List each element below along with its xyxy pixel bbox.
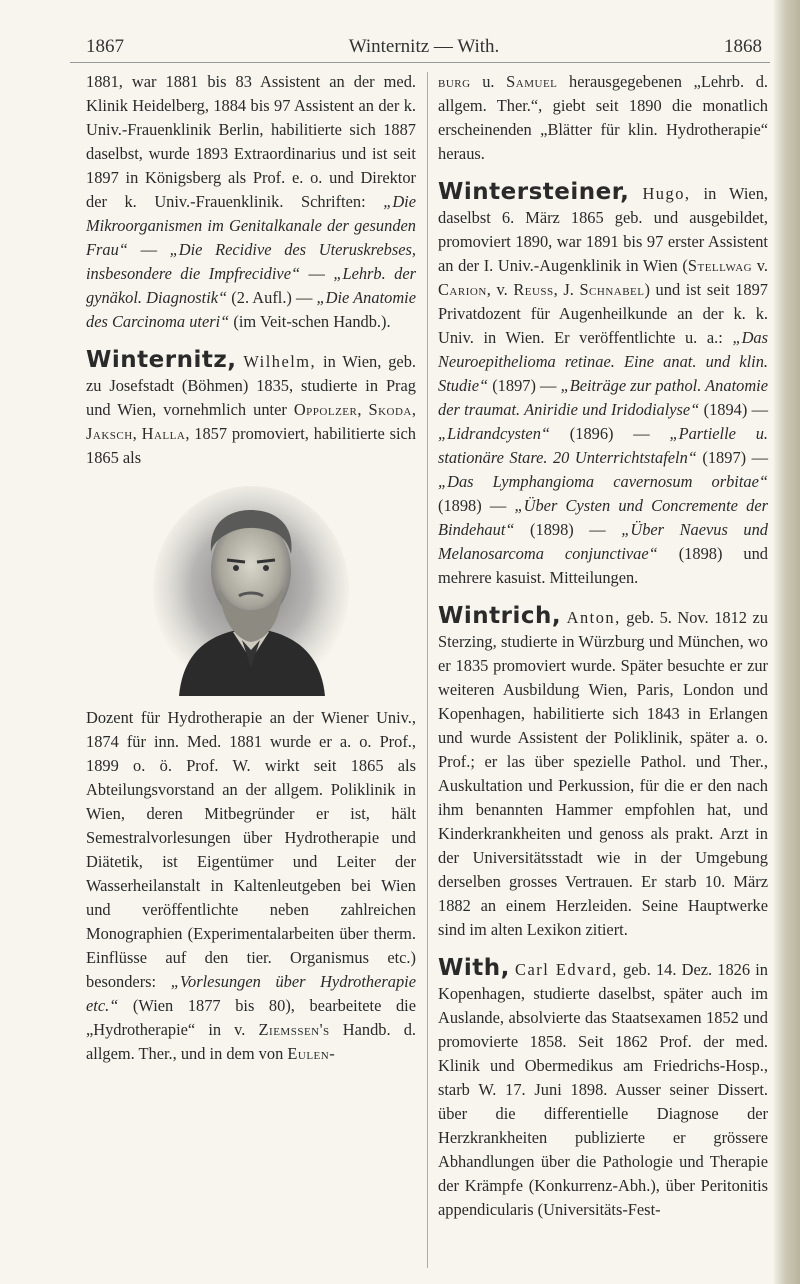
text-run: ) und ist seit 1897 Privatdozent für Augenheilkunde an der k. k. Univ. in Wien. Er veröffentlichte u. a.: xyxy=(438,280,768,347)
text-run: herausgegebenen „Lehrb. d. allgem. Ther.“, giebt seit 1890 die monatlich erscheinenden „Blätter für klin. Hydrotherapie“ heraus. xyxy=(438,72,768,163)
text-run: (1898) — xyxy=(438,496,515,515)
column-divider xyxy=(427,72,428,1268)
text-run: — xyxy=(300,264,334,283)
person-name: Eulen- xyxy=(287,1044,336,1063)
text-run: geb. 14. Dez. 1826 in Kopenhagen, studierte daselbst, später auch im Auslande, absolvierte das Staatsexamen 1852 und promovierte 1858. Seit 1862 Prof. der med. Klinik und Obermedikus am Friedrichs-Hosp., starb W. 17. Juni 1898. Ausser seiner Dissert. über die differentielle Diagnose der Herzkrankheiten publizierte er grössere Abhandlungen über die Pathologie und Therapie der Krämpfe (Konkurrenz-Abh.), über Peritonitis appendicularis (Universitäts-Fest- xyxy=(438,960,768,1219)
entry-body xyxy=(438,184,768,587)
italic-title: „Beiträge zur pathol. Anatomie der traumat. Aniridie und Iridodialyse“ xyxy=(438,376,768,419)
entry-headword: Winternitz, xyxy=(86,347,237,373)
entry-text xyxy=(86,348,416,470)
italic-title: „Die Recidive des Uteruskrebses, insbesondere die Impfrecidive“ xyxy=(86,240,416,283)
person-name: Ziemssen's xyxy=(258,1020,330,1039)
italic-title: „Die Anatomie des Carcinoma uteri“ xyxy=(86,288,416,331)
text-run: (Wien 1877 bis 80), bearbeitete die „Hydrotherapie“ in v. xyxy=(86,996,416,1039)
entry-given-name: Hugo, xyxy=(642,184,691,203)
italic-title: „Lehrb. der gynäkol. Diagnostik“ xyxy=(86,264,416,307)
text-run: (1898) und mehrere kasuist. Mitteilungen. xyxy=(438,544,768,587)
text-run: (1896) — xyxy=(550,424,670,443)
entry-wintersteiner xyxy=(438,180,768,590)
entry-text xyxy=(438,956,768,1222)
text-run: in Wien, geb. zu Josefstadt (Böhmen) 1835, studierte in Prag und Wien, vornehmlich unter xyxy=(86,352,416,419)
running-title: Winternitz — With. xyxy=(348,36,500,57)
text-run: u. xyxy=(470,72,507,91)
text-run: (1897) — xyxy=(696,448,768,467)
text-run: (im Veit-schen Handb.). xyxy=(229,312,391,331)
text-run: , xyxy=(357,400,369,419)
entry-headword: Wintrich, xyxy=(438,603,562,629)
text-run: , xyxy=(132,424,142,443)
entry-text xyxy=(438,604,768,942)
entry-body xyxy=(438,960,768,1219)
person-name: Carion xyxy=(438,280,487,299)
page-edge-shadow xyxy=(774,0,800,1284)
entry-winternitz xyxy=(86,348,416,1066)
page-number-right: 1868 xyxy=(724,36,762,57)
text-run: — xyxy=(127,240,170,259)
person-name: Halla xyxy=(141,424,186,443)
right-column xyxy=(438,70,768,1222)
person-name: Samuel xyxy=(506,72,558,91)
italic-title: „Über Cysten und Concremente der Bindehaut“ xyxy=(438,496,768,539)
text-run: Dozent für Hydrotherapie an der Wiener Univ., 1874 für inn. Med. 1881 wurde er a. o. Prof., 1899 o. ö. Prof. W. wirkt seit 1865 als Abteilungsvorstand an der allgem. Poliklinik in Wien, deren Mitbegründer er ist, hält Semestralvorlesungen über Hydrotherapie und Diätetik, ist Eigentümer und Leiter der Wasserheilanstalt in Kaltenleutgeben bei Wien und veröffentlichte neben zahlreichen Monographien (Experimentalarbeiten über therm. Einflüsse auf den tier. Organismus etc.) besonders: xyxy=(86,708,416,991)
text-run: in Wien, daselbst 6. März 1865 geb. und ausgebildet, promoviert 1890, war 1891 bis 97 erster Assistent an der I. Univ.-Augenklinik in Wien ( xyxy=(438,184,768,275)
entry-continuation-right xyxy=(438,70,768,166)
italic-title: „Das Lymphangioma cavernosum orbitae“ xyxy=(438,472,768,491)
text-run: 1881, war 1881 bis 83 Assistent an der med. Klinik Heidelberg, 1884 bis 97 Assistent an der k. Univ.-Frauenklinik Berlin, habilitierte sich 1887 daselbst, wurde 1893 Extraordinarius und ist seit 1897 in Königsberg als Prof. e. o. und Direktor der k. Univ.-Frauenklinik. Schriften: xyxy=(86,72,416,211)
text-run: , J. xyxy=(553,280,580,299)
italic-title: „Über Naevus und Melanosarcoma conjunctivae“ xyxy=(438,520,768,563)
entry-headword: Wintersteiner, xyxy=(438,179,630,205)
text-run: (1897) — xyxy=(488,376,561,395)
text-run: v. xyxy=(752,256,768,275)
person-name: Stellwag xyxy=(687,256,753,275)
entry-headword: With, xyxy=(438,955,510,981)
italic-title: „Die Mikroorganismen im Genitalkanale der gesunden Frau“ xyxy=(86,192,416,259)
person-name: Schnabel xyxy=(579,280,645,299)
text-run: (2. Aufl.) — xyxy=(227,288,317,307)
portrait-image xyxy=(149,482,353,696)
text-run: , v. xyxy=(486,280,514,299)
person-name: Skoda xyxy=(368,400,412,419)
entry-body-continued xyxy=(86,706,416,1066)
text-run: , 1857 promoviert, habilitierte sich 1865 als xyxy=(86,424,416,467)
italic-title: „Vorlesungen über Hydrotherapie etc.“ xyxy=(86,972,416,1015)
text-run: (1898) — xyxy=(514,520,622,539)
italic-title: „Lidrandcysten“ xyxy=(438,424,551,443)
portrait-photograph xyxy=(149,482,353,696)
entry-continuation-left xyxy=(86,70,416,334)
page-number-left: 1867 xyxy=(86,36,124,57)
entry-wintrich xyxy=(438,604,768,942)
italic-title: „Partielle u. stationäre Stare. 20 Unterrichtstafeln“ xyxy=(438,424,768,467)
text-run: Handb. d. allgem. Ther., und in dem von xyxy=(86,1020,416,1063)
left-column xyxy=(86,70,416,1066)
entry-given-name: Carl Edvard, xyxy=(515,960,618,979)
text-run: , xyxy=(411,400,416,419)
person-name: Oppolzer xyxy=(293,400,358,419)
person-name: Reuss xyxy=(513,280,554,299)
text-run: geb. 5. Nov. 1812 zu Sterzing, studierte in Würzburg und München, wo er 1835 promoviert wurde. Später besuchte er zur weiteren Ausbildung Wien, Paris, London und Kopenhagen, habilitierte sich 1843 in Erlangen und wurde Assistent der Poliklinik, später a. o. Prof.; er las über spezielle Pathol. und Ther., Auskultation und Perkussion, für die er den nach ihm benannten Hammer empfohlen hat, und Kinderkrankheiten und genoss als prakt. Arzt in der Universitätsstadt wie in der Umgebung derselben grosses Vertrauen. Er starb 10. März 1882 an einem Herzleiden. Seine Hauptwerke sind im alten Lexikon zitiert. xyxy=(438,608,768,939)
italic-title: „Das Neuroepithelioma retinae. Eine anat. und klin. Studie“ xyxy=(438,328,768,395)
person-name: Jaksch xyxy=(86,424,133,443)
running-header xyxy=(86,36,762,60)
entry-with xyxy=(438,956,768,1222)
entry-body xyxy=(438,608,768,939)
header-rule xyxy=(70,62,770,63)
entry-text xyxy=(438,180,768,590)
entry-given-name: Wilhelm, xyxy=(243,352,317,371)
person-name: burg xyxy=(438,72,471,91)
text-run: (1894) — xyxy=(699,400,768,419)
entry-given-name: Anton, xyxy=(566,608,621,627)
